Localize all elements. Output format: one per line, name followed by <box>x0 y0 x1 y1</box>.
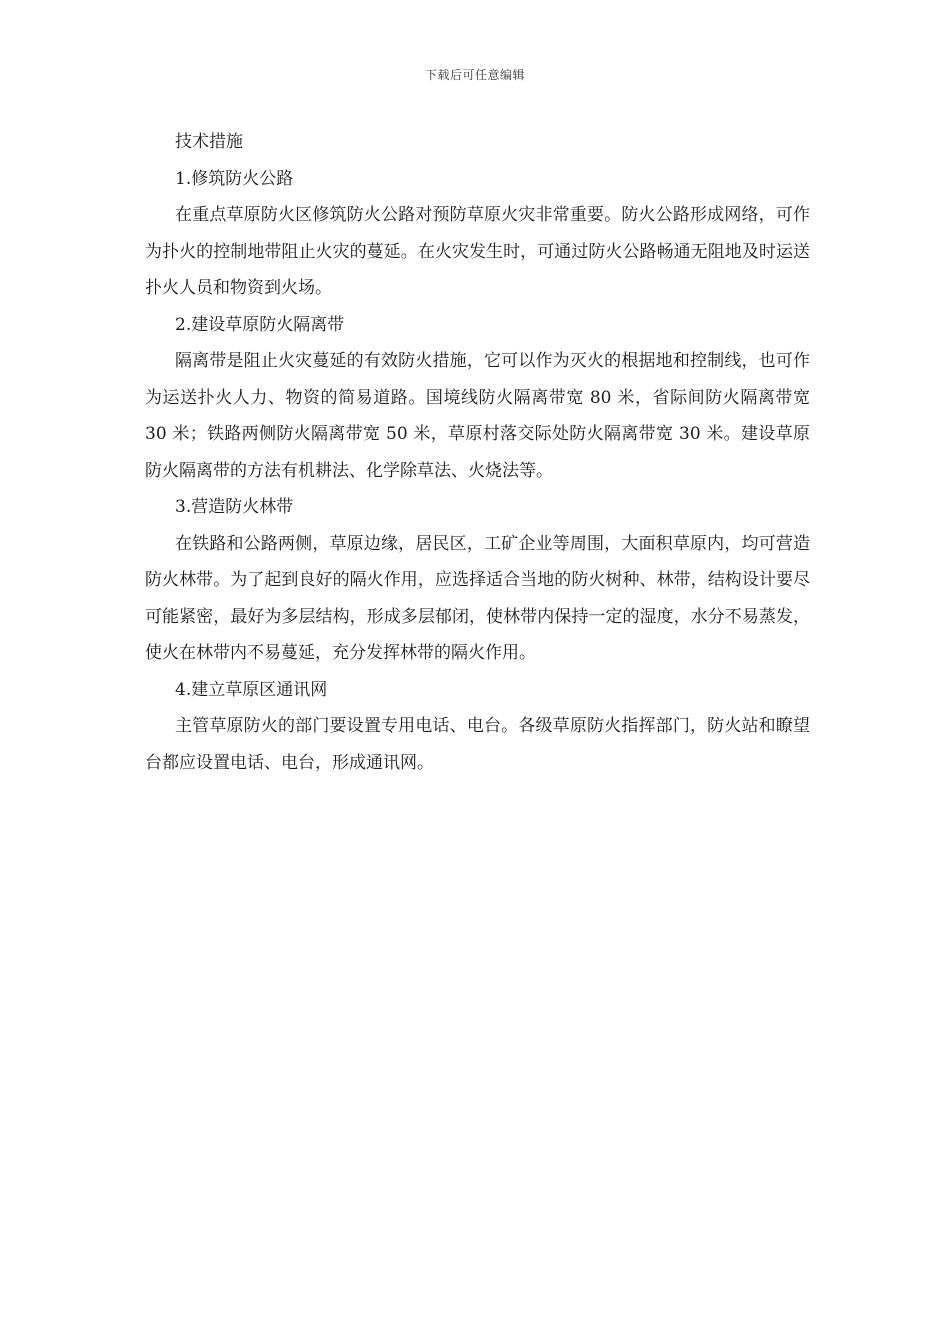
section-1-paragraph: 在重点草原防火区修筑防火公路对预防草原火灾非常重要。防火公路形成网络，可作为扑火的控制地带阻止火灾的蔓延。在火灾发生时，可通过防火公路畅通无阻地及时运送扑火人员和物资到火场。 <box>145 205 810 298</box>
section-2-paragraph: 隔离带是阻止火灾蔓延的有效防火措施，它可以作为灭火的根据地和控制线，也可作为运送扑火人力、物资的简易道路。国境线防火隔离带宽 80 米，省际间防火隔离带宽 30 米；铁路两侧防火隔离带宽 50 米，草原村落交际处防火隔离带宽 30 米。建设草原防火隔离带的方法有机耕法、化学除草法、火烧法等。 <box>145 351 810 481</box>
section-2-heading: 2.建设草原防火隔离带 <box>175 314 345 335</box>
document-body <box>145 124 810 781</box>
section-3-paragraph: 在铁路和公路两侧，草原边缘，居民区，工矿企业等周围，大面积草原内，均可营造防火林带。为了起到良好的隔火作用，应选择适合当地的防火树种、林带，结构设计要尽可能紧密，最好为多层结构，形成多层郁闭，使林带内保持一定的湿度，水分不易蒸发，使火在林带内不易蔓延，充分发挥林带的隔火作用。 <box>145 533 810 663</box>
section-4-paragraph: 主管草原防火的部门要设置专用电话、电台。各级草原防火指挥部门，防火站和瞭望台都应设置电话、电台，形成通讯网。 <box>145 716 810 773</box>
document-title: 技术措施 <box>175 132 243 152</box>
page-header: 下载后可任意编辑 <box>424 68 525 82</box>
section-3-heading: 3.营造防火林带 <box>175 497 294 517</box>
section-4-heading: 4.建立草原区通讯网 <box>175 679 328 700</box>
section-1-heading: 1.修筑防火公路 <box>175 168 294 189</box>
